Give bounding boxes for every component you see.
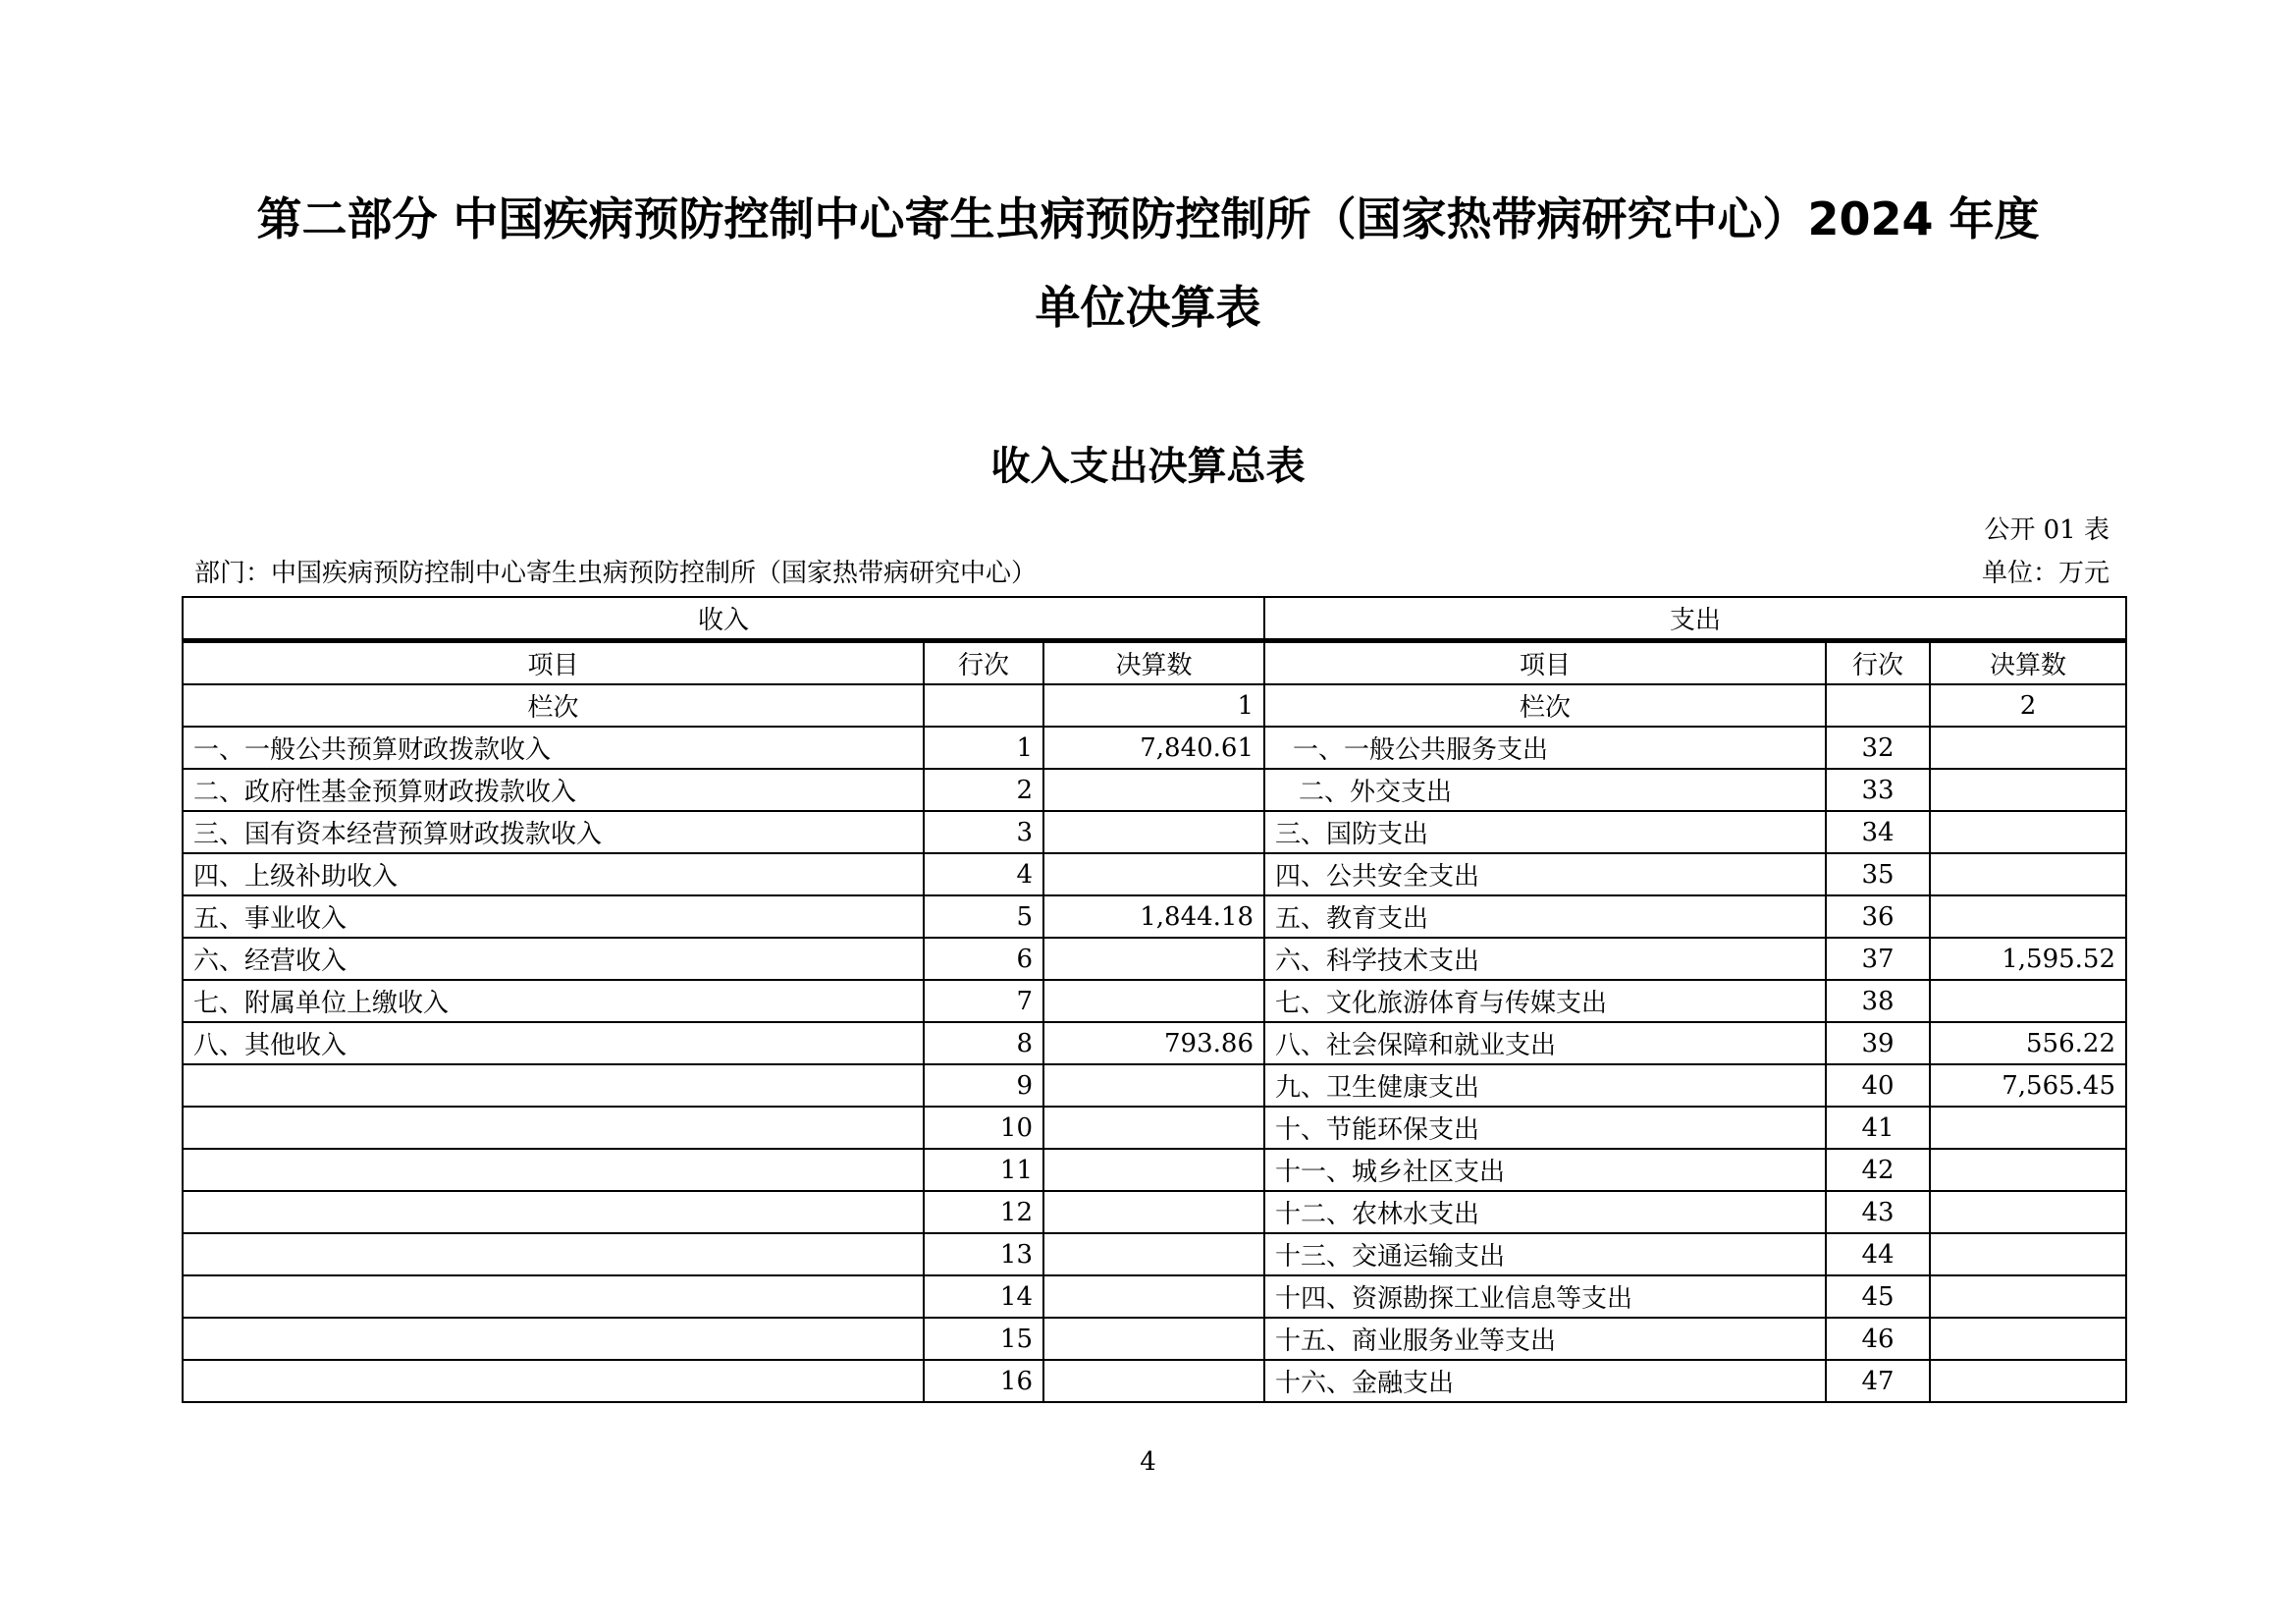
expense-item: 二、外交支出	[1264, 769, 1826, 811]
income-line-number: 16	[924, 1360, 1043, 1402]
income-line-number: 12	[924, 1191, 1043, 1233]
column-header-row	[183, 641, 2126, 685]
income-amount	[1043, 1233, 1264, 1275]
income-amount-header: 决算数	[1043, 641, 1264, 685]
expense-lanci-label: 栏次	[1264, 684, 1826, 727]
table-row	[183, 811, 2126, 853]
income-amount	[1043, 980, 1264, 1022]
income-expense-table	[182, 596, 2127, 1403]
expense-line-number: 40	[1826, 1064, 1930, 1107]
expense-line-number: 44	[1826, 1233, 1930, 1275]
expense-amount	[1930, 1275, 2126, 1318]
expense-line-number: 37	[1826, 938, 1930, 980]
income-item: 一、一般公共预算财政拨款收入	[183, 727, 924, 769]
income-amount	[1043, 1064, 1264, 1107]
income-line-number: 5	[924, 895, 1043, 938]
expense-line-number: 36	[1826, 895, 1930, 938]
table-row	[183, 1360, 2126, 1402]
expense-line-header: 行次	[1826, 641, 1930, 685]
income-item: 三、国有资本经营预算财政拨款收入	[183, 811, 924, 853]
department-label: 部门：中国疾病预防控制中心寄生虫病预防控制所（国家热带病研究中心）	[194, 559, 1038, 588]
table-row	[183, 1107, 2126, 1149]
income-line-number: 1	[924, 727, 1043, 769]
income-line-number: 15	[924, 1318, 1043, 1360]
income-line-number: 6	[924, 938, 1043, 980]
expense-amount	[1930, 980, 2126, 1022]
expense-amount	[1930, 811, 2126, 853]
income-amount	[1043, 1149, 1264, 1191]
income-amount: 793.86	[1043, 1022, 1264, 1064]
income-amount	[1043, 1191, 1264, 1233]
income-line-number: 2	[924, 769, 1043, 811]
income-item: 八、其他收入	[183, 1022, 924, 1064]
income-amount	[1043, 811, 1264, 853]
income-item	[183, 1107, 924, 1149]
expense-amount: 1,595.52	[1930, 938, 2126, 980]
income-item-header: 项目	[183, 641, 924, 685]
income-amount	[1043, 1107, 1264, 1149]
expense-amount: 556.22	[1930, 1022, 2126, 1064]
expense-line-number: 35	[1826, 853, 1930, 895]
table-row	[183, 1318, 2126, 1360]
income-amount	[1043, 1318, 1264, 1360]
table-row	[183, 1191, 2126, 1233]
expense-amount-header: 决算数	[1930, 641, 2126, 685]
income-amount	[1043, 1275, 1264, 1318]
expense-item: 四、公共安全支出	[1264, 853, 1826, 895]
expense-line-number: 45	[1826, 1275, 1930, 1318]
income-line-number: 9	[924, 1064, 1043, 1107]
expense-item: 十六、金融支出	[1264, 1360, 1826, 1402]
expense-lanci-blank	[1826, 684, 1930, 727]
document-title-line1: 第二部分 中国疾病预防控制中心寄生虫病预防控制所（国家热带病研究中心）2024 年度	[256, 192, 2040, 245]
income-amount	[1043, 1360, 1264, 1402]
income-item	[183, 1149, 924, 1191]
expense-amount	[1930, 853, 2126, 895]
table-row	[183, 980, 2126, 1022]
income-line-header: 行次	[924, 641, 1043, 685]
section-header-row	[183, 597, 2126, 641]
expense-item: 六、科学技术支出	[1264, 938, 1826, 980]
income-line-number: 8	[924, 1022, 1043, 1064]
table-row	[183, 1022, 2126, 1064]
expense-item: 九、卫生健康支出	[1264, 1064, 1826, 1107]
expense-line-number: 46	[1826, 1318, 1930, 1360]
expense-amount	[1930, 727, 2126, 769]
expense-item: 十三、交通运输支出	[1264, 1233, 1826, 1275]
income-item	[183, 1064, 924, 1107]
expense-item-header: 项目	[1264, 641, 1826, 685]
expense-item: 七、文化旅游体育与传媒支出	[1264, 980, 1826, 1022]
expense-line-number: 39	[1826, 1022, 1930, 1064]
page-number: 4	[1140, 1447, 1156, 1477]
expense-amount	[1930, 1149, 2126, 1191]
income-item: 二、政府性基金预算财政拨款收入	[183, 769, 924, 811]
table-row	[183, 938, 2126, 980]
expense-line-number: 34	[1826, 811, 1930, 853]
income-amount	[1043, 769, 1264, 811]
income-col-index: 1	[1043, 684, 1264, 727]
income-line-number: 4	[924, 853, 1043, 895]
document-title-line2: 单位决算表	[1035, 281, 1261, 334]
meta-row	[194, 556, 2109, 591]
expense-amount	[1930, 895, 2126, 938]
form-number: 公开 01 表	[1984, 515, 2109, 545]
column-index-row	[183, 684, 2126, 727]
income-line-number: 10	[924, 1107, 1043, 1149]
income-item: 五、事业收入	[183, 895, 924, 938]
table-row	[183, 1233, 2126, 1275]
income-item	[183, 1191, 924, 1233]
unit-label: 单位：万元	[1981, 559, 2109, 588]
table-row	[183, 727, 2126, 769]
expense-line-number: 41	[1826, 1107, 1930, 1149]
income-lanci-label: 栏次	[183, 684, 924, 727]
income-item	[183, 1275, 924, 1318]
income-line-number: 7	[924, 980, 1043, 1022]
income-amount	[1043, 938, 1264, 980]
income-item: 六、经营收入	[183, 938, 924, 980]
expense-line-number: 43	[1826, 1191, 1930, 1233]
income-lanci-blank	[924, 684, 1043, 727]
table-row	[183, 853, 2126, 895]
table-row	[183, 1149, 2126, 1191]
income-item	[183, 1318, 924, 1360]
expense-line-number: 33	[1826, 769, 1930, 811]
expense-item: 十五、商业服务业等支出	[1264, 1318, 1826, 1360]
expense-item: 八、社会保障和就业支出	[1264, 1022, 1826, 1064]
income-amount	[1043, 853, 1264, 895]
income-line-number: 11	[924, 1149, 1043, 1191]
income-line-number: 13	[924, 1233, 1043, 1275]
expense-item: 十、节能环保支出	[1264, 1107, 1826, 1149]
income-item: 四、上级补助收入	[183, 853, 924, 895]
expense-header: 支出	[1264, 597, 2126, 641]
table-row	[183, 895, 2126, 938]
expense-item: 五、教育支出	[1264, 895, 1826, 938]
income-item: 七、附属单位上缴收入	[183, 980, 924, 1022]
expense-amount	[1930, 1360, 2126, 1402]
expense-col-index: 2	[1930, 684, 2126, 727]
expense-line-number: 38	[1826, 980, 1930, 1022]
table-title: 收入支出决算总表	[990, 444, 1306, 489]
table-row	[183, 1064, 2126, 1107]
expense-amount	[1930, 769, 2126, 811]
expense-line-number: 47	[1826, 1360, 1930, 1402]
expense-amount	[1930, 1318, 2126, 1360]
table-row	[183, 1275, 2126, 1318]
income-amount: 1,844.18	[1043, 895, 1264, 938]
income-header: 收入	[183, 597, 1264, 641]
income-line-number: 3	[924, 811, 1043, 853]
income-line-number: 14	[924, 1275, 1043, 1318]
expense-item: 一、一般公共服务支出	[1264, 727, 1826, 769]
expense-amount	[1930, 1191, 2126, 1233]
expense-item: 十四、资源勘探工业信息等支出	[1264, 1275, 1826, 1318]
income-amount: 7,840.61	[1043, 727, 1264, 769]
income-item	[183, 1233, 924, 1275]
expense-amount	[1930, 1107, 2126, 1149]
document-title	[0, 175, 2296, 352]
expense-item: 十二、农林水支出	[1264, 1191, 1826, 1233]
expense-item: 十一、城乡社区支出	[1264, 1149, 1826, 1191]
income-item	[183, 1360, 924, 1402]
expense-amount	[1930, 1233, 2126, 1275]
expense-item: 三、国防支出	[1264, 811, 1826, 853]
expense-line-number: 42	[1826, 1149, 1930, 1191]
expense-amount: 7,565.45	[1930, 1064, 2126, 1107]
table-row	[183, 769, 2126, 811]
expense-line-number: 32	[1826, 727, 1930, 769]
